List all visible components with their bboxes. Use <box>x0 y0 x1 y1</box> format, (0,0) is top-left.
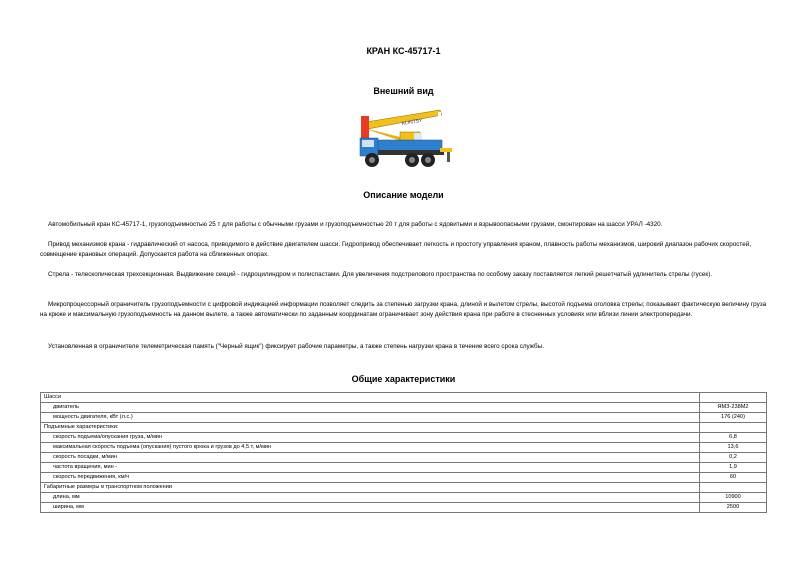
table-row <box>41 473 767 483</box>
table-row <box>41 433 767 443</box>
spec-value <box>700 393 767 403</box>
table-row <box>41 453 767 463</box>
table-row <box>41 463 767 473</box>
table-row <box>41 413 767 423</box>
description-heading: Описание модели <box>363 190 444 200</box>
spec-value <box>700 423 767 433</box>
paragraph-5: Установленная в ограничителе телеметрическая память ("Черный ящик") фиксирует рабочие параметры, а также степень нагрузки крана в течение всего срока службы. <box>48 343 544 350</box>
appearance-heading: Внешний вид <box>373 86 434 96</box>
paragraph-2: Привод механизмов крана - гидравлический от насоса, приводимого в действие двигателем шасси. Гидропривод обеспечивает легкость и простоту управления краном, плавность работы механизмов, широкий диапазон рабочих скоростей, совмещение крановых операций. Допускается работа на сближенных опорах. <box>40 241 751 258</box>
specs-heading: Общие характеристики <box>351 374 456 384</box>
spec-value: 176 (240) <box>700 413 767 423</box>
spec-label: длина, мм <box>41 493 700 503</box>
spec-label: Подъемные характеристики: <box>41 423 700 433</box>
spec-value: 60 <box>700 473 767 483</box>
spec-value: 0,2 <box>700 453 767 463</box>
table-row <box>41 483 767 493</box>
spec-label: мощность двигателя, кВт (л.с.) <box>41 413 700 423</box>
document-title: КРАН КС-45717-1 <box>366 46 441 56</box>
spec-value: ЯМЗ-238М2 <box>700 403 767 413</box>
spec-label: частота вращения, мин - <box>41 463 700 473</box>
table-row <box>41 493 767 503</box>
table-row <box>41 503 767 513</box>
spec-label: ширина, мм <box>41 503 700 513</box>
spec-value: 2500 <box>700 503 767 513</box>
paragraph-3: Стрела - телескопическая трехсекционная. Выдвижение секций - гидроцилиндром и полиспастами. Для увеличения подстрелового пространства по особому заказу поставляется легкий решетчатый удлинитель стрелы (гусек). <box>48 271 713 278</box>
crane-truck-photo <box>352 104 454 177</box>
svg-text:KLINTSY: KLINTSY <box>401 117 423 127</box>
spec-value: 13,6 <box>700 443 767 453</box>
spec-label: двигатель <box>41 403 700 413</box>
spec-value <box>700 483 767 493</box>
table-row <box>41 423 767 433</box>
table-row <box>41 393 767 403</box>
spec-label: скорость передвижения, км/ч <box>41 473 700 483</box>
spec-label: Габаритные размеры в транспортном положении <box>41 483 700 493</box>
spec-value: 6,8 <box>700 433 767 443</box>
spec-label: скорость посадки, м/мин <box>41 453 700 463</box>
paragraph-1: Автомобильный кран КС-45717-1, грузоподъемностью 25 т для работы с обычными грузами и грузоподъемностью 20 т для работы с ядовитыми и взрывоопасными грузами, смонтирован на шасси УРАЛ -4320. <box>48 221 663 228</box>
spec-label: максимальная скорость подъема (опускания) пустого крюка и грузов до 4,5 т, м/мин <box>41 443 700 453</box>
paragraph-4: Микропроцессорный ограничитель грузоподъемности с цифровой индикацией информации позволяет следить за степенью загрузки крана, длиной и вылетом стрелы, высотой подъема оголовка стрелы; показывает фактическую величину груза на крюке и максимальную грузоподъемность на данном вылете, а также автоматически по заданным координатам ограничивает зону действия крана при работе в стесненных условиях или вблизи линии электропередачи. <box>40 301 767 318</box>
spec-value: 1,9 <box>700 463 767 473</box>
table-row <box>41 403 767 413</box>
table-row <box>41 443 767 453</box>
spec-value: 10900 <box>700 493 767 503</box>
spec-label: скорость подъема/опускания груза, м/мин <box>41 433 700 443</box>
spec-label: Шасси <box>41 393 700 403</box>
specs-table <box>40 392 767 513</box>
